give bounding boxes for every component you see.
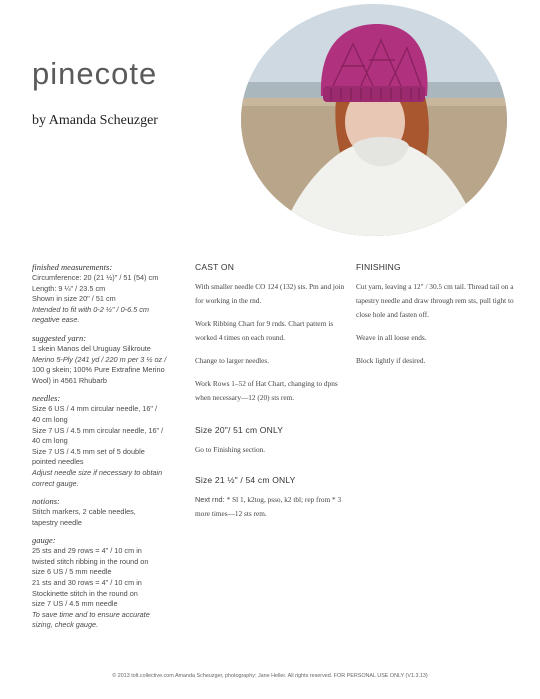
text-line: Size 7 US / 4.5 mm circular needle, 16" /	[32, 425, 164, 435]
instruction-paragraph: With smaller needle CO 124 (132) sts. Pm and join for working in the rnd.	[195, 282, 345, 305]
suggested-yarn-section	[32, 333, 184, 386]
finished-measurements-section	[32, 262, 184, 326]
section-heading: gauge:	[32, 535, 56, 546]
finishing-paragraph: Cut yarn, leaving a 12" / 30.5 cm tail. Thread tail on a tapestry needle and draw through rem sts, pull tight to close hole and fasten off.	[356, 282, 514, 319]
text-line: tapestry needle	[32, 517, 82, 527]
section-heading: notions:	[32, 496, 60, 507]
instruction-paragraph: Work Rows 1–52 of Hat Chart, changing to dpns when necessary—12 (20) sts rem.	[195, 379, 338, 402]
text-line: Circumference: 20 (21 ½)" / 51 (54) cm	[32, 273, 159, 282]
text-line: size 6 US / 5 mm needle	[32, 567, 112, 577]
instruction-paragraph: Work Ribbing Chart for 9 rnds. Chart pattern is worked 4 times on each round.	[195, 319, 334, 342]
cast-on-heading: CAST ON	[195, 262, 235, 272]
text-line: sizing, check gauge.	[32, 620, 99, 630]
text-line: Length: 9 ¼" / 23.5 cm	[32, 283, 106, 293]
size-21-instruction: * Sl 1, k2tog, psso, k2 tbl; rep from * 3 more times—12 sts rem.	[195, 495, 342, 518]
gauge-section	[32, 535, 184, 631]
text-line: 40 cm long	[32, 436, 68, 446]
text-line: Size 6 US / 4 mm circular needle, 16" /	[32, 404, 158, 414]
finishing-paragraph: Block lightly if desired.	[356, 356, 426, 365]
text-line: negative ease.	[32, 315, 80, 325]
text-line: Adjust needle size if necessary to obtain	[32, 467, 163, 477]
author-byline: by Amanda Scheuzger	[32, 113, 158, 128]
notions-section	[32, 496, 184, 528]
text-line: correct gauge.	[32, 478, 79, 488]
pattern-title: pinecote	[32, 56, 158, 91]
text-line: Stitch markers, 2 cable needles,	[32, 507, 136, 517]
text-line: Intended to fit with 0-2 ½" / 0-6.5 cm	[32, 304, 149, 314]
instructions-column	[195, 262, 345, 530]
next-rnd-label: Next rnd:	[195, 495, 227, 504]
finishing-column	[356, 262, 516, 377]
text-line: To save time and to ensure accurate	[32, 609, 150, 619]
text-line: 21 sts and 30 rows = 4" / 10 cm in	[32, 578, 142, 588]
text-line: Wool) in 4561 Rhubarb	[32, 375, 107, 385]
section-heading: needles:	[32, 393, 61, 404]
text-line: 25 sts and 29 rows = 4" / 10 cm in	[32, 546, 142, 556]
instruction-paragraph: Change to larger needles.	[195, 356, 270, 365]
section-heading: suggested yarn:	[32, 332, 87, 343]
text-line: twisted stitch ribbing in the round on	[32, 556, 149, 566]
finishing-paragraph: Weave in all loose ends.	[356, 333, 427, 342]
text-line: Size 7 US / 4.5 mm set of 5 double	[32, 446, 145, 456]
text-line: 100 g skein; 100% Pure Extrafine Merino	[32, 365, 165, 375]
text-line: Shown in size 20" / 51 cm	[32, 294, 116, 304]
size-21-text	[195, 493, 345, 521]
size-20-text: Go to Finishing section.	[195, 445, 266, 454]
needles-section	[32, 393, 184, 489]
text-line: 40 cm long	[32, 414, 68, 424]
text-line: pointed needles	[32, 457, 84, 467]
model-photo	[241, 4, 507, 236]
finishing-heading: FINISHING	[356, 262, 401, 272]
text-line: 1 skein Manos del Uruguay Silkroute	[32, 343, 151, 353]
text-line: size 7 US / 4.5 mm needle	[32, 599, 118, 609]
size-20-heading: Size 20"/ 51 cm ONLY	[195, 425, 284, 435]
text-line: Merino 5-Ply (241 yd / 220 m per 3 ½ oz /	[32, 354, 167, 364]
text-line: Stockinette stitch in the round on	[32, 588, 138, 598]
materials-column	[32, 262, 184, 638]
copyright-footer: © 2013 tolt.collective.com Amanda Scheuzger, photography: Jane Heller. All rights reserved. FOR PERSONAL USE ONLY (V1.3.13)	[112, 673, 428, 679]
size-21-heading: Size 21 ½" / 54 cm ONLY	[195, 475, 296, 485]
section-heading: finished measurements:	[32, 262, 113, 272]
